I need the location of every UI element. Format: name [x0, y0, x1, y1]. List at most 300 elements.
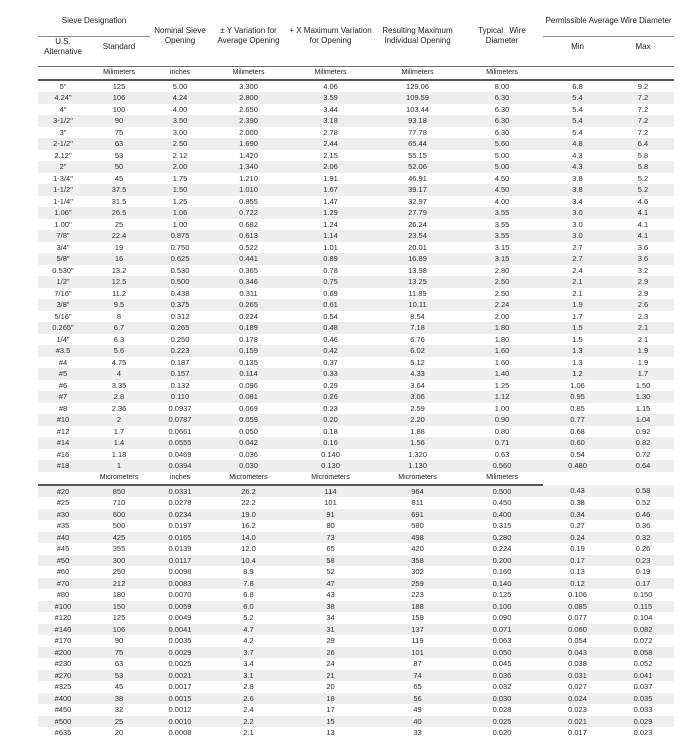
cell: 8.9 — [243, 567, 254, 576]
cell: 0.0010 — [168, 716, 192, 726]
cell: 5.8 — [637, 150, 649, 160]
cell: 0.17 — [635, 578, 651, 588]
cell: 6.30 — [494, 127, 510, 137]
cell: 0.100 — [492, 601, 512, 611]
cell: 0.64 — [635, 461, 651, 470]
cell: 58 — [326, 555, 335, 565]
cell: 1.5 — [572, 334, 583, 344]
cell: 125 — [112, 613, 126, 622]
cell: 0.400 — [492, 509, 512, 519]
cell: 212 — [112, 578, 126, 588]
rows-um — [38, 485, 674, 739]
table-row — [38, 92, 674, 104]
cell: 0.85 — [570, 403, 585, 413]
cell: 1.7 — [572, 311, 583, 321]
cell: 0.043 — [568, 647, 587, 657]
cell: 11.2 — [111, 288, 127, 298]
cell: #12 — [56, 426, 70, 436]
cell: 0.265 — [239, 300, 258, 309]
cell: 150 — [112, 601, 126, 611]
cell: 6.0 — [243, 601, 254, 611]
cell: 65 — [413, 682, 422, 691]
cell: 109.59 — [406, 93, 429, 102]
cell: 3.55 — [494, 208, 510, 217]
cell: 40 — [413, 716, 422, 726]
table-row — [38, 242, 674, 254]
cell: 14.0 — [241, 532, 256, 542]
cell: 1.420 — [239, 150, 258, 160]
cell: 46.91 — [408, 173, 427, 183]
cell: 2.2 — [243, 716, 254, 726]
cell: 1.56 — [410, 438, 425, 447]
cell: 56 — [413, 693, 422, 703]
cell: 0.46 — [323, 334, 338, 344]
cell: 0.311 — [239, 288, 258, 298]
cell: 1.9 — [637, 357, 649, 367]
cell: 114 — [324, 486, 337, 496]
table-row — [38, 601, 674, 613]
unit-cell: Milimeters — [374, 66, 461, 80]
cell: #40 — [56, 532, 70, 542]
cell: 2.3 — [637, 311, 649, 321]
x-variation-header: + X Maximum Variation for Opening — [289, 25, 372, 45]
cell: 1.67 — [323, 185, 338, 194]
header-group-row — [38, 6, 674, 36]
table-row — [38, 299, 674, 311]
table-row — [38, 368, 674, 380]
table-row — [38, 520, 674, 532]
cell: 4.6 — [637, 196, 649, 206]
cell: 0.115 — [633, 601, 653, 611]
cell: 55.15 — [408, 150, 427, 160]
cell: 4.8 — [572, 139, 583, 148]
cell: 2.000 — [239, 127, 258, 137]
cell: 0.023 — [568, 705, 587, 714]
cell: 1.690 — [239, 139, 258, 148]
cell: 101 — [411, 647, 424, 657]
cell: 0.036 — [492, 670, 512, 680]
cell: 63 — [114, 139, 124, 148]
cell: 0.34 — [570, 509, 585, 519]
cell: 5.12 — [410, 357, 425, 367]
unit-cell — [543, 66, 612, 80]
cell: 0.89 — [323, 254, 338, 263]
cell: 0.0937 — [168, 403, 192, 413]
table-row — [38, 311, 674, 323]
cell: 80 — [326, 521, 335, 530]
cell: 0.028 — [492, 705, 512, 714]
cell: 4.1 — [637, 208, 649, 217]
cell: 0.0041 — [168, 624, 192, 634]
cell: 1.88 — [410, 426, 425, 436]
cell: 0.041 — [633, 670, 653, 680]
cell: #10 — [56, 415, 70, 424]
cell: 0.030 — [492, 693, 512, 703]
cell: 22.2 — [241, 498, 256, 507]
cell: 4.1 — [637, 219, 649, 229]
cell: 10.11 — [408, 300, 427, 309]
cell: 3" — [59, 127, 67, 137]
cell: 2.59 — [410, 403, 425, 413]
cell: 106 — [112, 93, 126, 102]
table-row — [38, 555, 674, 567]
unit-cell: Milimeters — [461, 66, 543, 80]
cell: 0.530" — [52, 265, 74, 275]
cell: 1-3/4" — [53, 173, 73, 183]
cell: 0.106 — [568, 590, 587, 599]
cell: 0.178 — [239, 334, 258, 344]
cell: 49 — [413, 705, 422, 714]
cell: 5.00 — [494, 150, 510, 160]
resulting-maximum-header: Resulting Maximum Individual Opening — [382, 25, 453, 45]
cell: 4.3 — [572, 162, 583, 171]
cell: 9.5 — [113, 300, 125, 309]
cell: 7.2 — [637, 104, 649, 114]
cell: 0.450 — [492, 498, 512, 507]
cell: 2.15 — [323, 150, 338, 160]
cell: 101 — [324, 498, 337, 507]
cell: 7/8" — [56, 231, 70, 240]
cell: 29 — [326, 636, 335, 645]
cell: 500 — [112, 521, 126, 530]
cell: 2.00 — [172, 162, 188, 171]
cell: 0.0083 — [168, 578, 192, 588]
cell: 1.60 — [494, 357, 510, 367]
cell: 0.0469 — [168, 449, 192, 459]
cell: 4.24" — [54, 93, 72, 102]
cell: 4.06 — [323, 81, 338, 91]
cell: 1.5 — [572, 323, 583, 332]
cell: 25 — [114, 716, 124, 726]
cell: 4.7 — [243, 624, 254, 634]
cell: #8 — [58, 403, 68, 413]
cell: 125 — [112, 81, 126, 91]
cell: 425 — [112, 532, 126, 542]
cell: 90 — [114, 636, 124, 645]
cell: 37.5 — [111, 185, 127, 194]
cell: 0.280 — [492, 532, 512, 542]
cell: 0.140 — [321, 449, 340, 459]
cell: 1.91 — [323, 173, 338, 183]
cell: 137 — [411, 624, 424, 634]
cell: 1.7 — [637, 369, 649, 378]
cell: 0.12 — [570, 578, 585, 588]
cell: 100 — [112, 104, 126, 114]
cell: 0.060 — [568, 624, 587, 634]
unit-cell — [612, 472, 674, 485]
cell: 45 — [114, 682, 124, 691]
table-row — [38, 322, 674, 334]
cell: #18 — [56, 461, 70, 470]
cell: 0.500 — [492, 486, 512, 496]
cell: 4.75 — [111, 357, 127, 367]
cell: 5.6 — [113, 346, 125, 355]
cell: 0.021 — [568, 716, 587, 726]
cell: 0.0008 — [168, 728, 192, 737]
cell: 2.12" — [54, 150, 72, 160]
cell: 0.017 — [568, 728, 587, 737]
cell: 0.063 — [492, 636, 512, 645]
cell: 52 — [326, 567, 335, 576]
cell: 1.3 — [572, 346, 583, 355]
us-alternative-header: U.S. Alternative — [44, 36, 82, 56]
cell: 691 — [411, 509, 424, 519]
cell: 420 — [411, 544, 424, 553]
cell: 2 — [116, 415, 122, 424]
cell: 0.560 — [492, 461, 512, 470]
cell: 0.029 — [633, 716, 653, 726]
cell: 3.6 — [637, 242, 649, 252]
cell: 1.06 — [570, 380, 585, 390]
cell: 2.1 — [572, 288, 583, 298]
cell: 0.0012 — [168, 705, 192, 714]
standard-header: Standard — [102, 41, 136, 51]
rows-mm — [38, 80, 674, 472]
cell: 0.033 — [633, 705, 653, 714]
cell: 1.2 — [572, 369, 583, 378]
cell: 3.4 — [572, 196, 583, 206]
cell: #20 — [56, 486, 70, 496]
cell: 5.2 — [637, 185, 649, 194]
cell: 2.390 — [239, 116, 258, 125]
cell: 1.06 — [172, 208, 188, 217]
cell: #30 — [56, 509, 70, 519]
table-row — [38, 403, 674, 415]
sieve-designation-header: Sieve Designation — [38, 6, 150, 36]
cell: 2.00 — [494, 311, 510, 321]
cell: #35 — [56, 521, 70, 530]
unit-cell: Milimeters — [210, 66, 287, 80]
cell: 0.52 — [635, 498, 651, 507]
cell: 1.00 — [172, 219, 188, 229]
cell: 0.036 — [239, 449, 258, 459]
cell: 7.2 — [637, 93, 649, 102]
cell: 964 — [411, 486, 424, 496]
cell: 0.030 — [239, 461, 258, 470]
table-row — [38, 207, 674, 219]
cell: 1.010 — [239, 185, 258, 194]
cell: 27.79 — [408, 208, 427, 217]
cell: 188 — [411, 601, 424, 611]
cell: 1.60 — [494, 346, 510, 355]
cell: 1/2" — [56, 277, 70, 286]
cell: #270 — [54, 670, 72, 680]
cell: 0.069 — [239, 403, 258, 413]
cell: 8 — [116, 311, 122, 321]
cell: 2.7 — [572, 254, 583, 263]
cell: 0.110 — [170, 392, 190, 401]
cell: 2.1 — [243, 728, 254, 737]
cell: #14 — [56, 438, 70, 447]
cell: 3.18 — [323, 116, 338, 125]
table-row — [38, 426, 674, 438]
cell: 0.0025 — [168, 659, 192, 668]
cell: 24 — [326, 659, 335, 668]
unit-cell — [543, 472, 612, 485]
table-row — [38, 658, 674, 670]
cell: 0.26 — [323, 392, 338, 401]
cell: 20 — [326, 682, 335, 691]
cell: 23.54 — [408, 231, 427, 240]
cell: 0.058 — [633, 647, 653, 657]
cell: 3.7 — [243, 647, 254, 657]
cell: 0.71 — [494, 438, 510, 447]
cell: 3/8" — [56, 300, 70, 309]
cell: 47 — [326, 578, 335, 588]
cell: 0.081 — [239, 392, 258, 401]
table-row — [38, 345, 674, 357]
cell: 1 — [116, 461, 122, 470]
max-header: Max — [635, 41, 651, 51]
permissible-average-wire-header: Permissible Average Wire Diameter — [543, 6, 674, 36]
cell: 0.082 — [633, 624, 653, 634]
unit-cell: inches — [150, 472, 210, 485]
cell: 26.24 — [408, 219, 427, 229]
table-row — [38, 693, 674, 705]
cell: #635 — [54, 728, 72, 737]
unit-cell — [38, 66, 88, 80]
cell: 3.0 — [572, 231, 583, 240]
cell: 0.315 — [492, 521, 512, 530]
cell: 159 — [411, 613, 424, 622]
cell: #5 — [58, 369, 68, 378]
cell: 3.2 — [637, 265, 649, 275]
cell: 7.2 — [637, 127, 649, 137]
cell: 0.032 — [492, 682, 512, 691]
cell: 73 — [326, 532, 335, 542]
cell: 0.682 — [239, 219, 258, 229]
cell: 0.90 — [494, 415, 510, 424]
cell: 2.4 — [572, 265, 583, 275]
cell: 1/4" — [56, 334, 70, 344]
cell: 0.059 — [239, 415, 258, 424]
cell: 0.0015 — [168, 693, 192, 703]
cell: 3.44 — [323, 104, 338, 114]
cell: 0.16 — [323, 438, 338, 447]
cell: 0.159 — [239, 346, 258, 355]
cell: 2.50 — [494, 277, 510, 286]
cell: 1.80 — [494, 334, 510, 344]
table-row — [38, 589, 674, 601]
cell: 5.4 — [572, 104, 583, 114]
cell: 0.438 — [170, 288, 190, 298]
table-row — [38, 219, 674, 231]
cell: 7.18 — [410, 323, 425, 332]
cell: 31 — [326, 624, 335, 634]
table-row — [38, 716, 674, 728]
cell: 3.15 — [494, 242, 510, 252]
cell: 6.7 — [113, 323, 125, 332]
cell: 0.0035 — [168, 636, 192, 645]
cell: 13 — [326, 728, 335, 737]
cell: 0.0139 — [168, 544, 192, 553]
cell: 1.25 — [494, 380, 510, 390]
table-row — [38, 624, 674, 636]
cell: 33 — [413, 728, 422, 737]
cell: 0.0070 — [168, 590, 192, 599]
cell: 75 — [114, 127, 124, 137]
cell: 7/16" — [54, 288, 72, 298]
cell: 75 — [114, 647, 124, 657]
cell: 1.15 — [635, 403, 651, 413]
cell: 1.29 — [323, 208, 338, 217]
cell: 0.32 — [635, 532, 651, 542]
cell: 53 — [114, 670, 124, 680]
cell: 2.800 — [239, 93, 258, 102]
cell: 0.69 — [323, 288, 338, 298]
cell: 0.037 — [633, 682, 653, 691]
cell: 0.38 — [570, 498, 585, 507]
cell: 7.8 — [243, 578, 254, 588]
cell: 5.00 — [494, 162, 510, 171]
cell: 63 — [114, 659, 124, 668]
cell: 2.8 — [243, 682, 254, 691]
cell: 1.75 — [172, 173, 188, 183]
unit-cell: Milimeters — [287, 66, 374, 80]
cell: 1.00 — [494, 403, 510, 413]
cell: 6.30 — [494, 104, 510, 114]
cell: 0.038 — [568, 659, 587, 668]
cell: 355 — [112, 544, 126, 553]
cell: 3.8 — [572, 173, 583, 183]
cell: 0.625 — [170, 254, 190, 263]
cell: 0.46 — [635, 509, 651, 519]
cell: 1.320 — [408, 449, 427, 459]
cell: 0.375 — [170, 300, 190, 309]
cell: 2.9 — [637, 277, 649, 286]
cell: 1.50 — [172, 185, 188, 194]
cell: 5.4 — [572, 127, 583, 137]
cell: 4" — [59, 104, 67, 114]
cell: 0.522 — [239, 242, 258, 252]
cell: #70 — [56, 578, 70, 588]
cell: 1.14 — [323, 231, 338, 240]
cell: 0.0049 — [168, 613, 192, 622]
table-row — [38, 115, 674, 127]
cell: 2.12 — [172, 150, 188, 160]
table-row — [38, 380, 674, 392]
cell: 0.224 — [492, 544, 512, 553]
cell: #25 — [56, 498, 70, 507]
cell: 15 — [326, 716, 335, 726]
cell: 52.06 — [408, 162, 427, 171]
cell: 0.265 — [170, 323, 190, 332]
cell: 0.054 — [568, 636, 587, 645]
cell: 0.54 — [570, 449, 585, 459]
cell: 38 — [326, 601, 335, 611]
cell: 0.085 — [568, 601, 587, 611]
cell: 2-1/2" — [53, 139, 73, 148]
units-row-millimeters — [38, 66, 674, 80]
table-row — [38, 727, 674, 739]
cell: 32 — [114, 705, 124, 714]
cell: 0.54 — [323, 311, 338, 321]
cell: 0.48 — [323, 323, 338, 332]
cell: 0.0029 — [168, 647, 192, 657]
cell: #120 — [54, 613, 72, 622]
cell: 129.06 — [406, 81, 429, 91]
cell: 1.7 — [113, 426, 125, 436]
table-row — [38, 104, 674, 116]
cell: 180 — [112, 590, 126, 599]
cell: 0.23 — [635, 555, 651, 565]
cell: 4.50 — [494, 185, 510, 194]
cell: 2.4 — [243, 705, 254, 714]
unit-cell: Micrometers — [88, 472, 150, 485]
cell: 0.090 — [492, 613, 512, 622]
cell: 0.0165 — [168, 532, 192, 542]
cell: 31.5 — [111, 196, 127, 206]
